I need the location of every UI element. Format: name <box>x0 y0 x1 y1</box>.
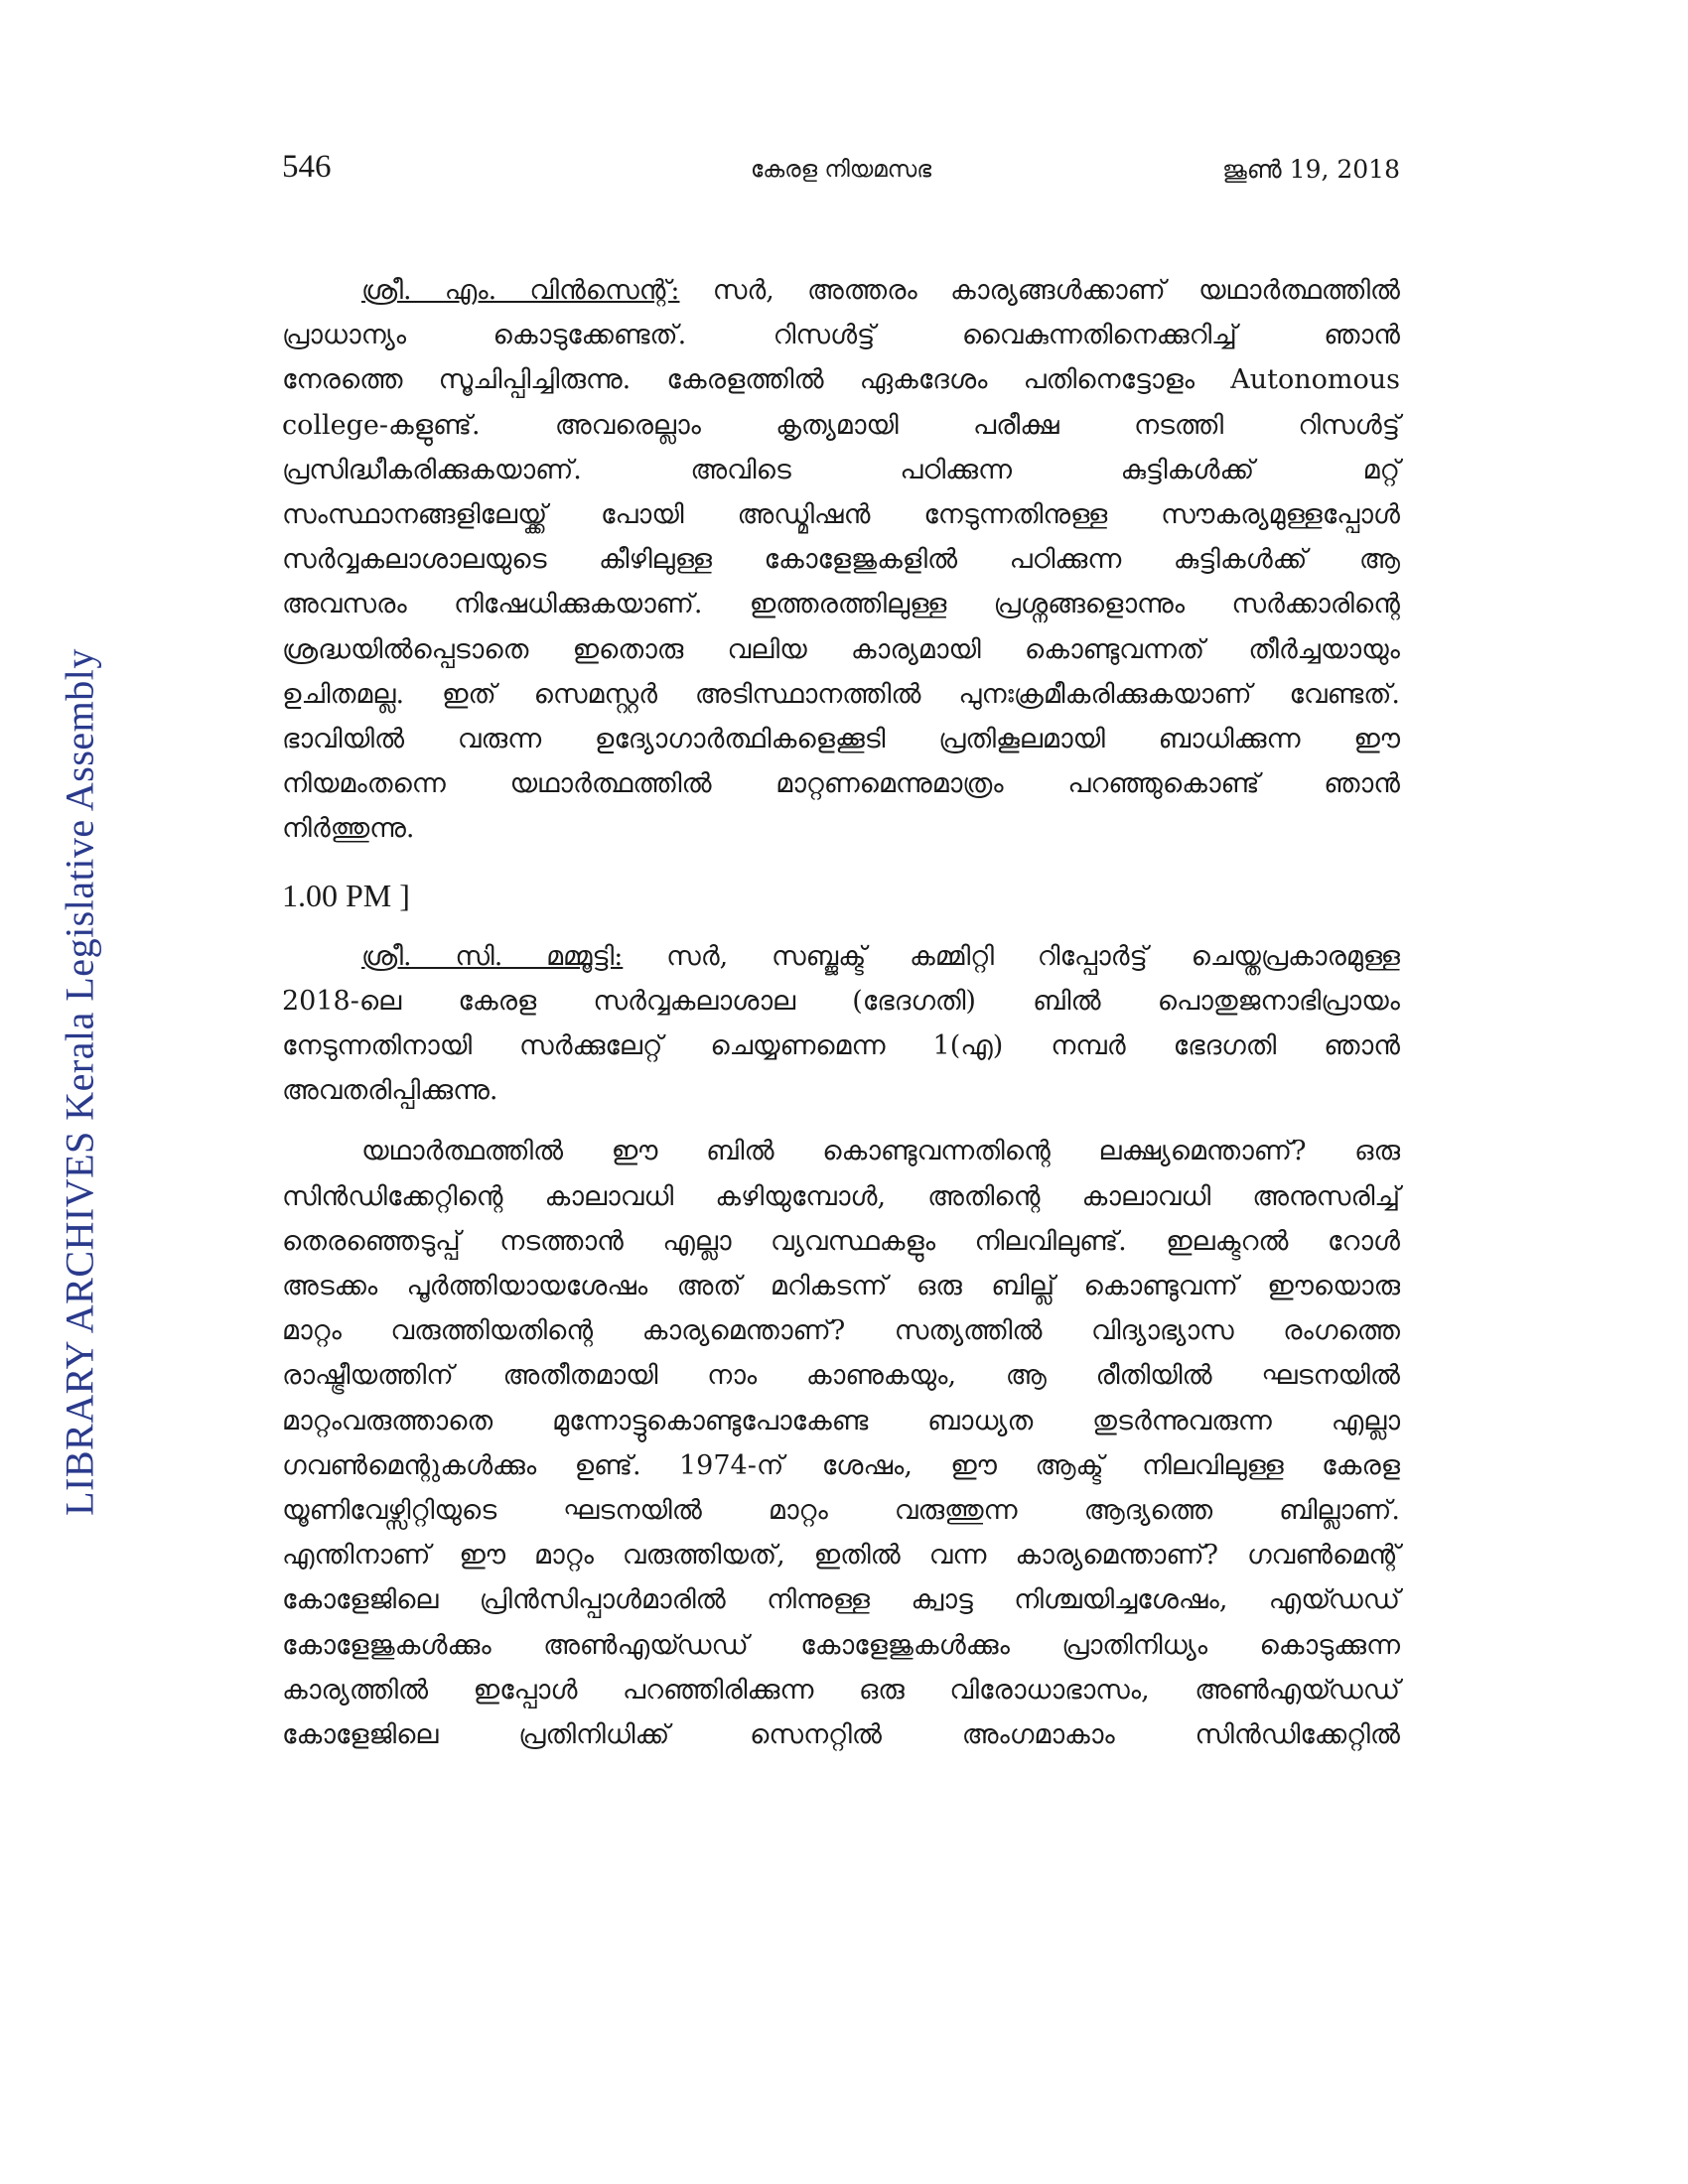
paragraph-line: രാഷ്ട്രീയത്തിന് അതീതമായി നാം കാണുകയും, ആ രീതിയിൽ ഘടനയിൽ <box>282 1360 1400 1392</box>
paragraph-line: മാറ്റം വരുത്തിയതിന്റെ കാര്യമെന്താണ്? സത്യത്തിൽ വിദ്യാഭ്യാസ രംഗത്തെ <box>282 1315 1400 1347</box>
paragraph-line: കോളേജിലെ പ്രതിനിധിക്ക് സെനറ്റിൽ അംഗമാകാം സിൻഡിക്കേറ്റിൽ <box>282 1719 1400 1751</box>
paragraph-line: മാറ്റംവരുത്താതെ മുന്നോട്ടുകൊണ്ടുപോകേണ്ട ബാധ്യത തുടർന്നുവരുന്ന എല്ലാ <box>282 1405 1400 1436</box>
paragraph-line: യഥാർത്ഥത്തിൽ ഈ ബിൽ കൊണ്ടുവന്നതിന്റെ ലക്ഷ്യമെന്താണ്? ഒരു <box>361 1136 1400 1167</box>
paragraph-line: അടക്കം പൂർത്തിയായശേഷം അത് മറികടന്ന് ഒരു ബില്ല് കൊണ്ടുവന്ന് ഈയൊരു <box>282 1271 1400 1302</box>
paragraph-line: അവസരം നിഷേധിക്കുകയാണ്. ഇത്തരത്തിലുള്ള പ്രശ്നങ്ങളൊന്നും സർക്കാരിന്റെ <box>282 589 1400 620</box>
page-date: ജൂൺ 19, 2018 <box>1221 155 1400 184</box>
paragraph-line: സിൻഡിക്കേറ്റിന്റെ കാലാവധി കഴിയുമ്പോൾ, അതിന്റെ കാലാവധി അനുസരിച്ച് <box>282 1180 1400 1212</box>
speaker-name: ശ്രീ. സി. മമ്മൂട്ടി: <box>361 940 624 972</box>
paragraph-line: കോളേജുകൾക്കും അൺഎയ്ഡഡ് കോളേജുകൾക്കും പ്രാതിനിധ്യം കൊടുക്കുന്ന <box>282 1629 1400 1661</box>
speaker-name: ശ്രീ. എം. വിൻസെന്റ്: <box>361 275 680 306</box>
running-title: കേരള നിയമസഭ <box>750 157 932 183</box>
time-marker: 1.00 PM ] <box>282 877 410 913</box>
paragraph-vincent <box>282 268 1400 852</box>
paragraph-line: അവതരിപ്പിക്കുന്നു. <box>282 1075 498 1107</box>
paragraph-line: പ്രാധാന്യം കൊടുക്കേണ്ടത്. റിസൾട്ട് വൈകുന്നതിനെക്കുറിച്ച് ഞാൻ <box>282 320 1400 351</box>
paragraph-line: ഉചിതമല്ല. ഇത് സെമസ്റ്റർ അടിസ്ഥാനത്തിൽ പുനഃക്രമീകരിക്കുകയാണ് വേണ്ടത്. <box>282 678 1400 710</box>
paragraph-line: സർവ്വകലാശാലയുടെ കീഴിലുള്ള കോളേജുകളിൽ പഠിക്കുന്ന കുട്ടികൾക്ക് ആ <box>282 544 1400 576</box>
paragraph-line: തെരഞ്ഞെടുപ്പ് നടത്താൻ എല്ലാ വ്യവസ്ഥകളും നിലവിലുണ്ട്. ഇലക്ടറൽ റോൾ <box>282 1225 1400 1257</box>
paragraph-continuation <box>282 1129 1400 1757</box>
paragraph-line: കോളേജിലെ പ്രിൻസിപ്പാൾമാരിൽ നിന്നുള്ള ക്വാട്ട നിശ്ചയിച്ചശേഷം, എയ്ഡഡ് <box>282 1584 1400 1616</box>
paragraph-line: നിർത്തുന്നു. <box>282 813 415 845</box>
library-archives-watermark: LIBRARY ARCHIVES Kerala Legislative Assembly <box>57 648 102 1516</box>
paragraph-line: ഭാവിയിൽ വരുന്ന ഉദ്യോഗാർത്ഥികളെക്കൂടി പ്രതികൂലമായി ബാധിക്കുന്ന ഈ <box>282 724 1400 755</box>
paragraph-line: നിയമംതന്നെ യഥാർത്ഥത്തിൽ മാറ്റണമെന്നുമാത്രം പറഞ്ഞുകൊണ്ട് ഞാൻ <box>282 768 1400 800</box>
paragraph-line: യൂണിവേഴ്സിറ്റിയുടെ ഘടനയിൽ മാറ്റം വരുത്തുന്ന ആദ്യത്തെ ബില്ലാണ്. <box>282 1495 1400 1527</box>
paragraph-mammootty <box>282 934 1400 1114</box>
paragraph-line: ശ്രദ്ധയിൽപ്പെടാതെ ഇതൊരു വലിയ കാര്യമായി കൊണ്ടുവന്നത് തീർച്ചയായും <box>282 633 1400 665</box>
document-body <box>282 268 1400 1757</box>
page-header <box>282 149 1400 199</box>
paragraph-line: എന്തിനാണ് ഈ മാറ്റം വരുത്തിയത്, ഇതിൽ വന്ന കാര്യമെന്താണ്? ഗവൺമെന്റ് <box>282 1540 1400 1571</box>
paragraph-line: പ്രസിദ്ധീകരിക്കുകയാണ്. അവിടെ പഠിക്കുന്ന കുട്ടികൾക്ക് മറ്റ് <box>282 454 1400 485</box>
paragraph-line: college-കളുണ്ട്. അവരെല്ലാം കൃത്യമായി പരീക്ഷ നടത്തി റിസൾട്ട് <box>282 409 1400 441</box>
paragraph-line: നേടുന്നതിനായി സർക്കുലേറ്റ് ചെയ്യണമെന്ന 1(എ) നമ്പർ ഭേദഗതി ഞാൻ <box>282 1030 1400 1062</box>
page-number: 546 <box>282 149 332 185</box>
paragraph-line: ശ്രീ. സി. മമ്മൂട്ടി: സർ, സബ്ജക്ട് കമ്മിറ്റി റിപ്പോർട്ട് ചെയ്തപ്രകാരമുള്ള <box>361 940 1400 972</box>
paragraph-line: ഗവൺമെന്റുകൾക്കും ഉണ്ട്. 1974-ന് ശേഷം, ഈ ആക്ട് നിലവിലുള്ള കേരള <box>282 1449 1400 1481</box>
paragraph-line: സംസ്ഥാനങ്ങളിലേയ്ക്ക് പോയി അഡ്മിഷൻ നേടുന്നതിനുള്ള സൗകര്യമുള്ളപ്പോൾ <box>282 499 1400 531</box>
paragraph-line: ശ്രീ. എം. വിൻസെന്റ്: സർ, അത്തരം കാര്യങ്ങൾക്കാണ് യഥാർത്ഥത്തിൽ <box>361 275 1401 306</box>
paragraph-line: നേരത്തെ സൂചിപ്പിച്ചിരുന്നു. കേരളത്തിൽ ഏകദേശം പതിനെട്ടോളം Autonomous <box>282 364 1400 396</box>
paragraph-line: 2018-ലെ കേരള സർവ്വകലാശാല (ഭേദഗതി) ബിൽ പൊതുജനാഭിപ്രായം <box>282 985 1400 1017</box>
paragraph-line: കാര്യത്തിൽ ഇപ്പോൾ പറഞ്ഞിരിക്കുന്ന ഒരു വിരോധാഭാസം, അൺഎയ്ഡഡ് <box>282 1674 1400 1706</box>
